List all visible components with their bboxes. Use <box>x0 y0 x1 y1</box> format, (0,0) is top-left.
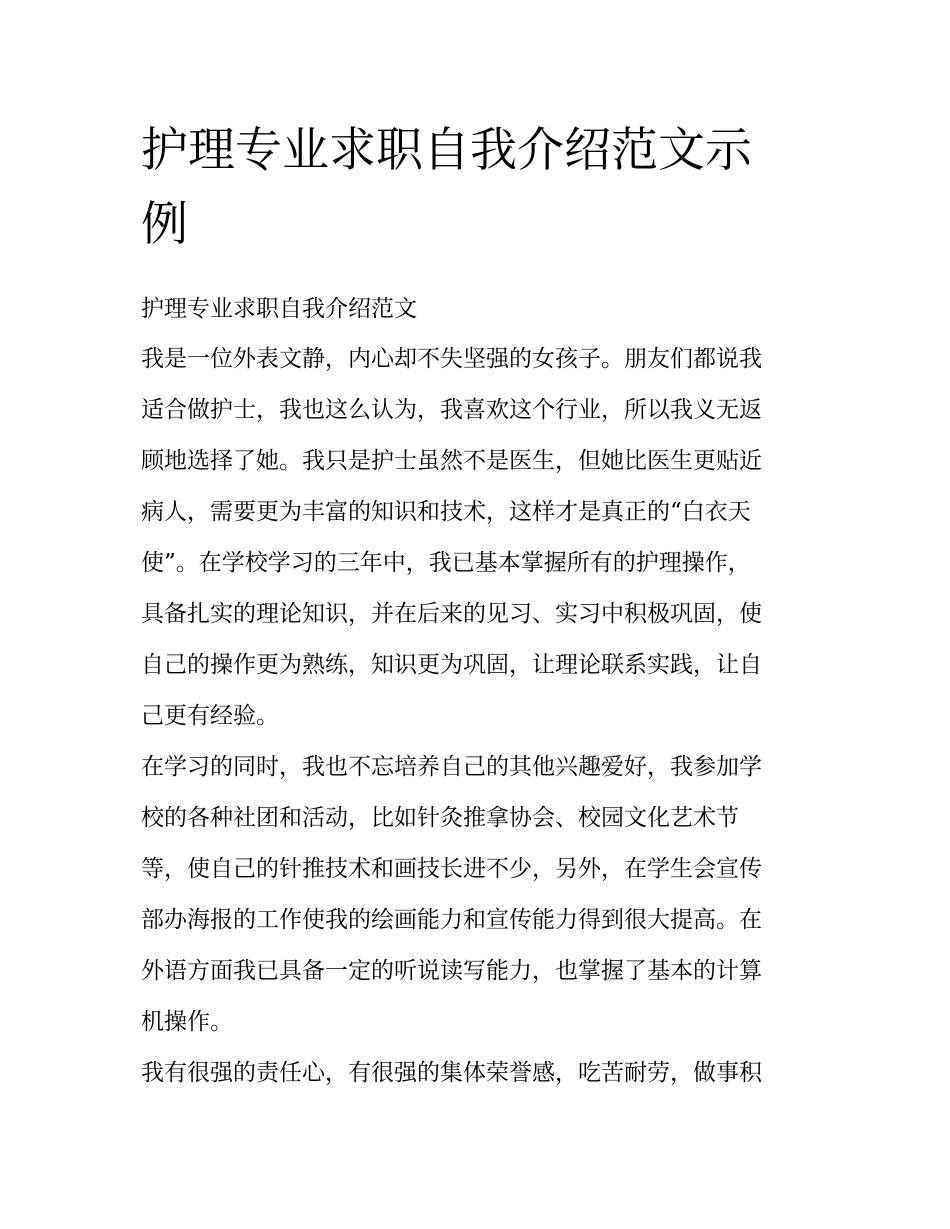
text-line: 在学习的同时，我也不忘培养自己的其他兴趣爱好，我参加学 <box>141 754 762 780</box>
text-line: 顾地选择了她。我只是护士虽然不是医生，但她比医生更贴近 <box>141 448 762 474</box>
text-line: 等，使自己的针推技术和画技长进不少，另外，在学生会宣传 <box>141 856 762 882</box>
text-line: 部办海报的工作使我的绘画能力和宣传能力得到很大提高。在 <box>141 907 762 933</box>
paragraph-2 <box>141 742 813 1048</box>
text-line: 适合做护士，我也这么认为，我喜欢这个行业，所以我义无返 <box>141 397 762 423</box>
paragraph-3 <box>141 1048 813 1099</box>
text-line: 我有很强的责任心，有很强的集体荣誉感，吃苦耐劳，做事积 <box>141 1060 762 1086</box>
document-page <box>141 114 813 1099</box>
text-line: 机操作。 <box>141 1009 233 1035</box>
text-line: 使”。在学校学习的三年中，我已基本掌握所有的护理操作， <box>141 550 751 576</box>
text-line: 具备扎实的理论知识，并在后来的见习、实习中积极巩固，使 <box>141 601 762 627</box>
text-line: 外语方面我已具备一定的听说读写能力，也掌握了基本的计算 <box>141 958 762 984</box>
paragraph-1 <box>141 334 813 742</box>
text-line: 己更有经验。 <box>141 703 279 729</box>
text-line: 我是一位外表文静，内心却不失坚强的女孩子。朋友们都说我 <box>141 346 762 372</box>
text-line: 校的各种社团和活动，比如针灸推拿协会、校园文化艺术节 <box>141 805 739 831</box>
title-line: 例 <box>141 197 188 252</box>
document-subtitle: 护理专业求职自我介绍范文 <box>141 296 417 322</box>
text-line: 病人，需要更为丰富的知识和技术，这样才是真正的“白衣天 <box>141 499 751 525</box>
text-line: 自己的操作更为熟练，知识更为巩固，让理论联系实践，让自 <box>141 652 762 678</box>
document-title <box>141 114 813 262</box>
title-line: 护理专业求职自我介绍范文示 <box>141 123 752 178</box>
